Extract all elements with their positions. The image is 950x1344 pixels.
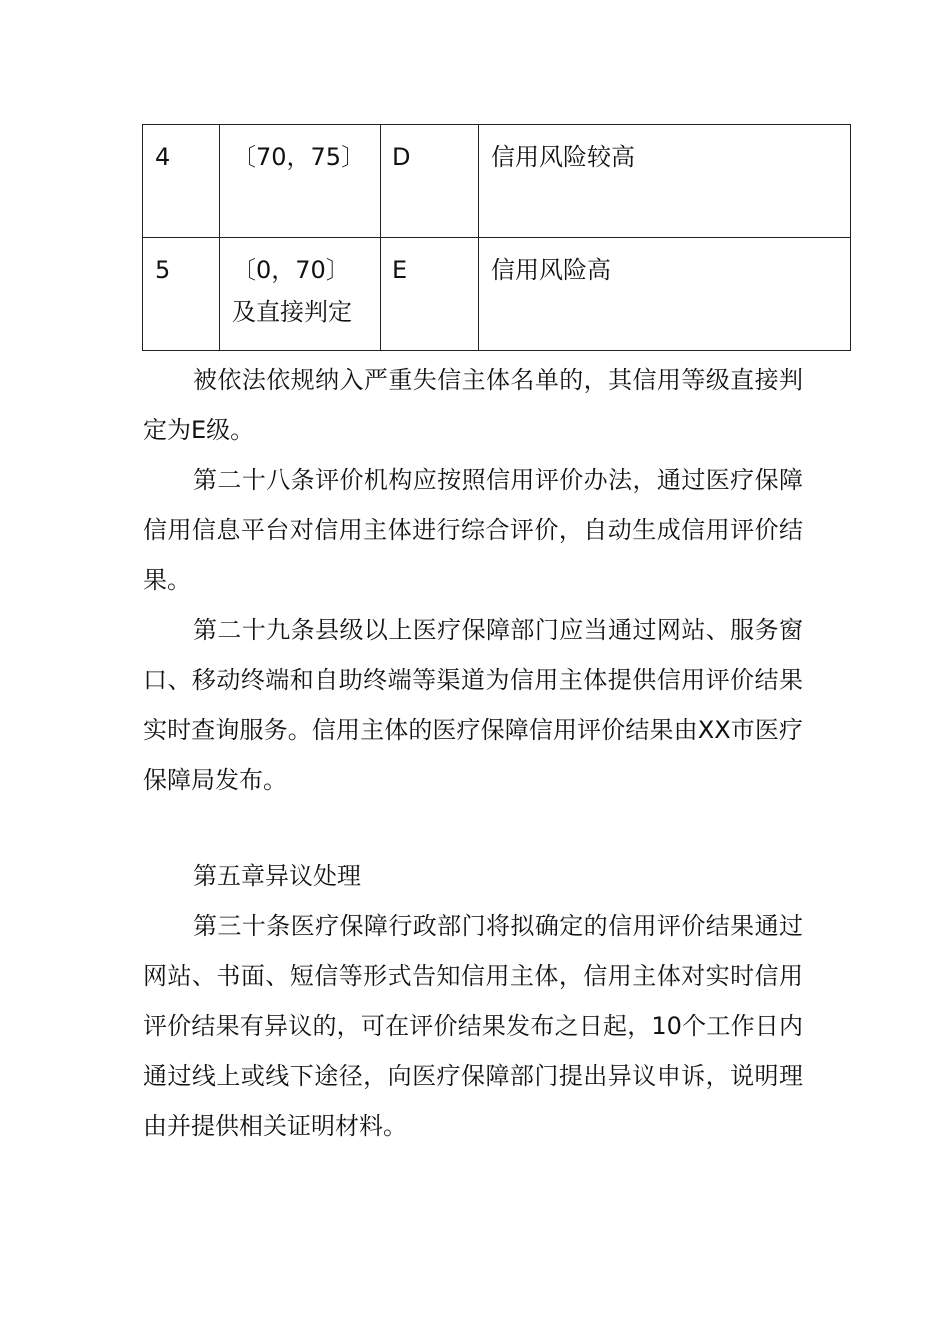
chapter-five-block [143, 851, 803, 1151]
score-range: 〔0，70〕及直接判定 [220, 238, 381, 351]
paragraph-article-30: 第三十条医疗保障行政部门将拟确定的信用评价结果通过网站、书面、短信等形式告知信用主体，信用主体对实时信用评价结果有异议的，可在评价结果发布之日起，10个工作日内通过线上或线下途径，向医疗保障部门提出异议申诉，说明理由并提供相关证明材料。 [143, 912, 803, 1140]
table-row [143, 238, 851, 351]
credit-grade-table [142, 124, 851, 351]
table-row [143, 125, 851, 238]
row-number: 4 [143, 125, 220, 238]
risk-description: 信用风险高 [479, 238, 851, 351]
credit-grade: E [381, 238, 479, 351]
paragraph-article-28: 第二十八条评价机构应按照信用评价办法，通过医疗保障信用信息平台对信用主体进行综合评价，自动生成信用评价结果。 [143, 466, 803, 594]
score-range: 〔70，75〕 [220, 125, 381, 238]
paragraph-e-grade-rule: 被依法依规纳入严重失信主体名单的，其信用等级直接判定为E级。 [143, 366, 803, 444]
credit-grade: D [381, 125, 479, 238]
article-text-block [143, 355, 803, 805]
risk-description: 信用风险较高 [479, 125, 851, 238]
paragraph-article-29: 第二十九条县级以上医疗保障部门应当通过网站、服务窗口、移动终端和自助终端等渠道为信用主体提供信用评价结果实时查询服务。信用主体的医疗保障信用评价结果由XX市医疗保障局发布。 [143, 616, 803, 794]
row-number: 5 [143, 238, 220, 351]
chapter-heading: 第五章异议处理 [193, 862, 361, 890]
